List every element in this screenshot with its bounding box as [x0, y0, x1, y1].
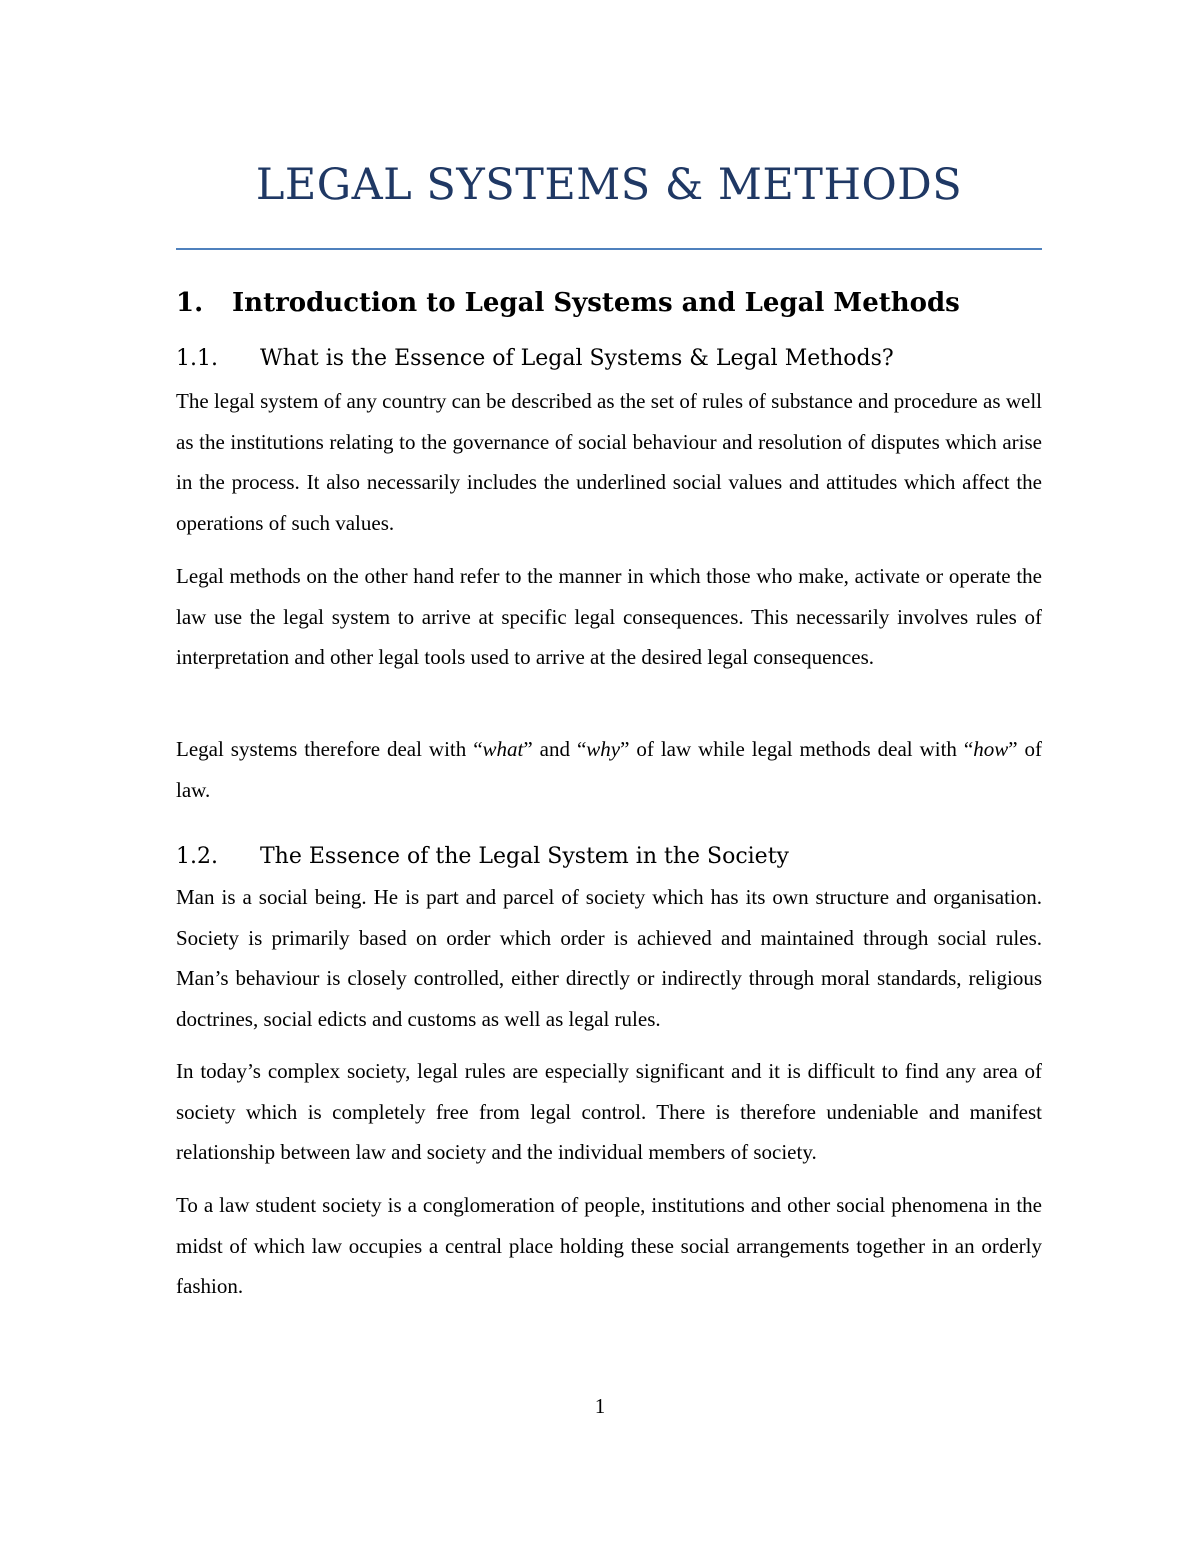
- section-1-heading: [176, 281, 1042, 325]
- paragraph-legal-methods-definition: Legal methods on the other hand refer to the manner in which those who make, activate or operate the law use the legal system to arrive at specific legal consequences. This necessarily involves rules of interpretation and other legal tools used to arrive at the desired legal consequences.: [176, 564, 1042, 670]
- section-1-1-title: What is the Essence of Legal Systems & Legal Methods?: [260, 346, 894, 371]
- section-1-2-number: 1.2.: [176, 844, 218, 869]
- emphasis-how: how: [973, 737, 1009, 761]
- emphasis-what: what: [482, 737, 524, 761]
- paragraph-text: Legal systems therefore deal with “: [176, 737, 483, 761]
- paragraph-text: ” and “: [523, 737, 587, 761]
- title-underline-rule: [176, 248, 1042, 250]
- document-title: LEGAL SYSTEMS & METHODS: [255, 160, 963, 210]
- paragraph-text: ” of law while legal methods deal with “: [620, 737, 974, 761]
- section-1-title: Introduction to Legal Systems and Legal Methods: [232, 288, 960, 318]
- paragraph-complex-society: In today’s complex society, legal rules are especially significant and it is difficult to find any area of society which is completely free from legal control. There is therefore undeniable and manifest relationship between law and society and the individual members of society.: [176, 1059, 1042, 1165]
- paragraph-law-student-society: To a law student society is a conglomeration of people, institutions and other social phenomena in the midst of which law occupies a central place holding these social arrangements together in an orderly fashion.: [176, 1193, 1042, 1299]
- paragraph-what-why-how: [176, 729, 1042, 810]
- section-1-1-heading: [176, 341, 1042, 377]
- section-1-1-number: 1.1.: [176, 346, 218, 371]
- paragraph-legal-system-definition: The legal system of any country can be described as the set of rules of substance and procedure as well as the institutions relating to the governance of social behaviour and resolution of disputes which arise in the process. It also necessarily includes the underlined social values and attitudes which affect the operations of such values.: [176, 389, 1042, 536]
- emphasis-why: why: [586, 737, 621, 761]
- section-1-number: 1.: [176, 288, 204, 318]
- section-1-2-heading: [176, 839, 1042, 875]
- paragraph-text: ” of law.: [176, 737, 1042, 802]
- page-number: 1: [594, 1394, 606, 1418]
- section-1-2-title: The Essence of the Legal System in the Society: [260, 844, 789, 869]
- paragraph-man-social-being: Man is a social being. He is part and parcel of society which has its own structure and organisation. Society is primarily based on order which order is achieved and maintained through social rules. Man’s behaviour is closely controlled, either directly or indirectly through moral standards, religious doctrines, social edicts and customs as well as legal rules.: [176, 885, 1042, 1032]
